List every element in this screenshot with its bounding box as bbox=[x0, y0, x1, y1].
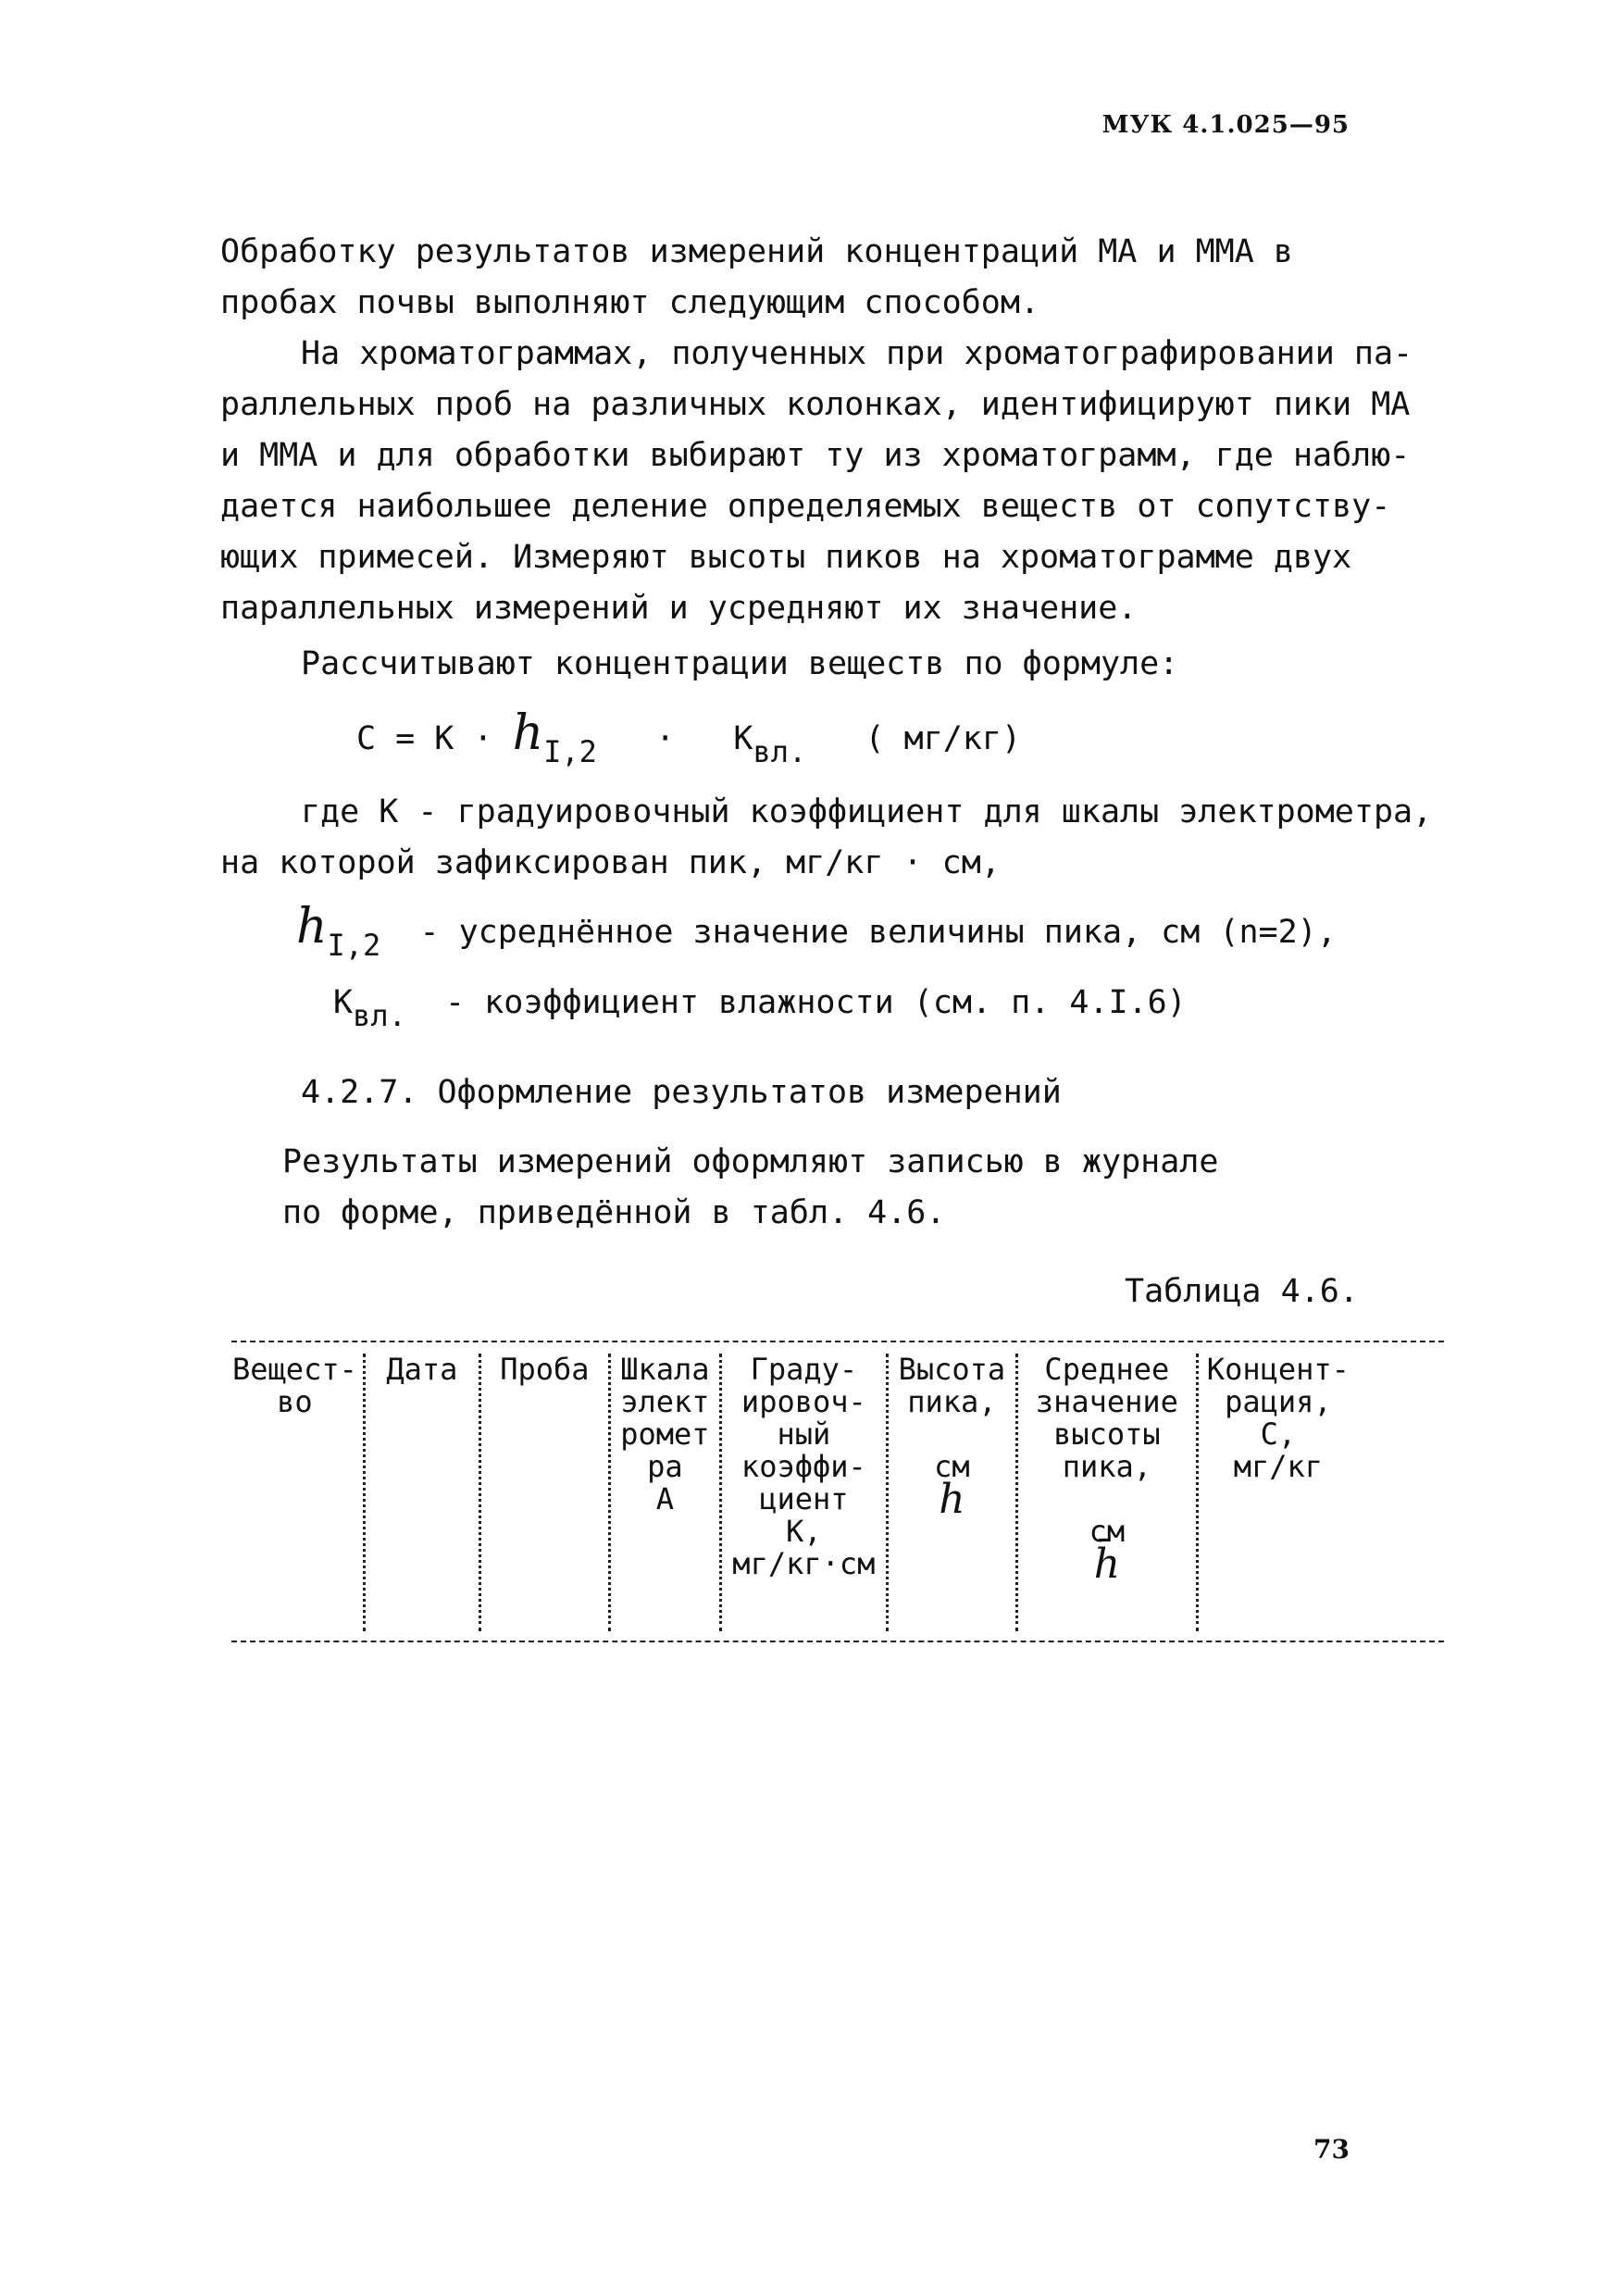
header-line: Концент- bbox=[1206, 1352, 1350, 1387]
header-line: пика, bbox=[907, 1384, 997, 1419]
text-line: пробах почвы выполняют следующим способом. bbox=[220, 284, 1040, 321]
header-line: значение bbox=[1035, 1384, 1178, 1419]
page-number: 73 bbox=[1313, 2134, 1350, 2165]
col-peak-height bbox=[887, 1354, 1016, 1631]
def-h-symbol: h bbox=[296, 899, 328, 955]
document-code: МУК 4.1.025—95 bbox=[1101, 111, 1350, 139]
text-line: параллельных измерений и усредняют их значение. bbox=[220, 590, 1138, 627]
header-line: высоты bbox=[1053, 1416, 1161, 1452]
text-line: ющих примесей. Измеряют высоты пиков на хроматограмме двух bbox=[220, 539, 1352, 576]
header-line: h̄ bbox=[1093, 1541, 1121, 1588]
paragraph-k-definition bbox=[220, 787, 1432, 889]
formula-h-symbol: h bbox=[512, 705, 544, 761]
paragraph-results-record bbox=[282, 1137, 1218, 1239]
table-caption: Таблица 4.6. bbox=[1125, 1273, 1359, 1310]
header-line: циент bbox=[759, 1481, 849, 1516]
header-line: рация, bbox=[1225, 1384, 1332, 1419]
formula-units: ( мг/кг) bbox=[865, 720, 1022, 757]
definition-k bbox=[296, 974, 1337, 1044]
symbol-definitions bbox=[296, 898, 1337, 1044]
header-line bbox=[894, 1418, 1010, 1451]
col-date bbox=[364, 1354, 479, 1631]
header-line: Граду- bbox=[750, 1352, 858, 1387]
header-line: элект bbox=[620, 1384, 710, 1419]
header-line: см bbox=[1089, 1514, 1126, 1549]
formula-intro: Рассчитывают концентрации веществ по формуле: bbox=[301, 645, 1179, 682]
text-line: где К - градуировочный коэффициент для шкалы электрометра, bbox=[301, 793, 1433, 830]
header-line: К, bbox=[786, 1514, 822, 1549]
concentration-formula bbox=[356, 705, 1021, 769]
header-line: Шкала bbox=[620, 1352, 710, 1387]
header-line: С, bbox=[1260, 1416, 1297, 1452]
def-k-subscript: вл. bbox=[353, 998, 406, 1033]
def-k-symbol: К bbox=[333, 984, 354, 1021]
header-line: мг/кг bbox=[1233, 1449, 1324, 1484]
col-sample bbox=[479, 1354, 609, 1631]
header-line: А bbox=[655, 1481, 674, 1516]
header-line: ра bbox=[647, 1449, 683, 1484]
table-header-row bbox=[227, 1354, 1358, 1631]
header-line bbox=[1024, 1483, 1190, 1516]
text-line: по форме, приведённой в табл. 4.6. bbox=[282, 1194, 946, 1231]
col-substance bbox=[227, 1354, 364, 1631]
header-line: Среднее bbox=[1044, 1352, 1170, 1387]
header-line: ный bbox=[777, 1416, 831, 1452]
text-line: Результаты измерений оформляют записью в журнале bbox=[282, 1143, 1219, 1180]
def-k-text: - коэффициент влажности (см. п. 4.I.6) bbox=[445, 984, 1187, 1021]
header-line: Дата bbox=[386, 1352, 458, 1387]
table-top-rule bbox=[231, 1341, 1444, 1342]
text-line: раллельных проб на различных колонках, идентифицируют пики МА bbox=[220, 386, 1411, 423]
header-line: пика, bbox=[1062, 1449, 1152, 1484]
text-line: на которой зафиксирован пик, мг/кг · см, bbox=[220, 844, 1001, 881]
def-h-subscript: I,2 bbox=[327, 928, 381, 963]
col-concentration bbox=[1197, 1354, 1358, 1631]
text-line: и ММА и для обработки выбирают ту из хроматограмм, где наблю- bbox=[220, 437, 1411, 474]
formula-h-subscript: I,2 bbox=[543, 734, 597, 769]
results-table bbox=[227, 1354, 1358, 1631]
col-scale bbox=[609, 1354, 720, 1631]
def-h-text: - усреднённое значение величины пика, см (n=2), bbox=[419, 914, 1337, 951]
formula-lhs: С = К · bbox=[356, 720, 493, 757]
table-bottom-rule bbox=[231, 1641, 1444, 1642]
text-line: На хроматограммах, полученных при хроматографировании па- bbox=[301, 335, 1413, 372]
text-line: Обработку результатов измерений концентраций МА и ММА в bbox=[220, 233, 1293, 270]
header-line: ировоч- bbox=[741, 1384, 866, 1419]
col-mean-peak-height bbox=[1016, 1354, 1197, 1631]
section-heading: 4.2.7. Оформление результатов измерений bbox=[301, 1074, 1062, 1111]
paragraph-processing-intro bbox=[220, 227, 1293, 329]
header-line: коэффи- bbox=[741, 1449, 866, 1484]
definition-h bbox=[296, 898, 1337, 974]
col-calibration-coefficient bbox=[720, 1354, 887, 1631]
paragraph-chromatogram bbox=[220, 329, 1413, 634]
header-line: во bbox=[277, 1384, 313, 1419]
header-line: h bbox=[939, 1476, 965, 1523]
header-line: Проба bbox=[500, 1352, 590, 1387]
header-line: Вещест- bbox=[232, 1352, 357, 1387]
header-line: Высота bbox=[898, 1352, 1006, 1387]
text-line: дается наибольшее деление определяемых веществ от сопутству- bbox=[220, 488, 1391, 525]
header-line: ромет bbox=[620, 1416, 710, 1452]
formula-dot: · bbox=[655, 720, 676, 757]
formula-k-subscript: вл. bbox=[753, 734, 807, 769]
header-line: мг/кг·см bbox=[732, 1546, 876, 1581]
formula-k-symbol: К bbox=[733, 720, 753, 757]
header-line: см bbox=[934, 1449, 970, 1484]
